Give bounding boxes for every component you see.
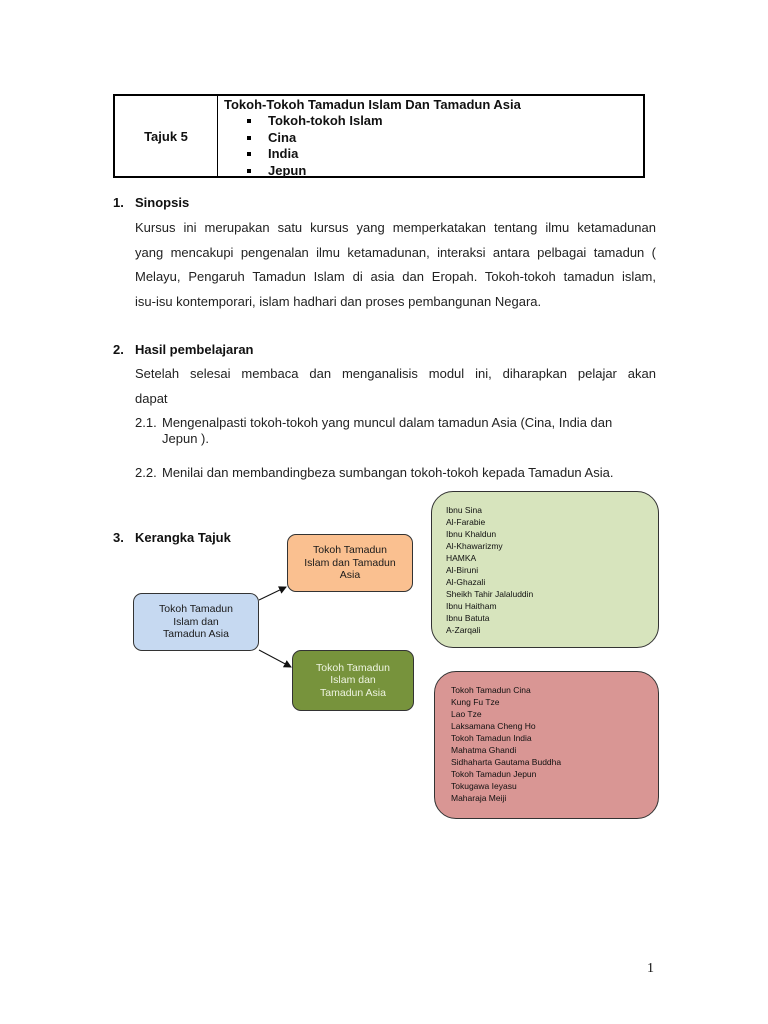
asia-figures-list <box>451 684 658 804</box>
outcome-number: 2.2. <box>135 465 157 480</box>
topic-bullet: Cina <box>224 130 644 147</box>
asia-figures-list-box <box>434 671 659 819</box>
list-item: Ibnu Khaldun <box>446 529 497 539</box>
paragraph-line: yang mencakupi pengenalan ilmu ketamadunan, interaksi antara pelbagai tamadun ( <box>135 244 656 260</box>
list-item: Kung Fu Tze <box>451 697 500 707</box>
diagram-islam-node <box>287 534 413 592</box>
list-item: Sheikh Tahir Jalaluddin <box>446 589 534 599</box>
paragraph-line: isu-isu kontemporari, islam hadhari dan proses pembangunan Negara. <box>135 293 542 309</box>
list-item: Al-Khawarizmy <box>446 541 503 551</box>
islam-figures-list-box <box>431 491 659 648</box>
list-item: Mahatma Ghandi <box>451 745 517 755</box>
topic-bullet: Jepun <box>224 163 644 180</box>
list-item: Tokugawa Ieyasu <box>451 781 517 791</box>
section-title: Sinopsis <box>135 195 190 210</box>
diagram-center-node <box>133 593 259 651</box>
list-item: Al-Biruni <box>446 565 479 575</box>
section-title: Kerangka Tajuk <box>135 530 231 545</box>
list-item: Tokoh Tamadun Jepun <box>451 769 537 779</box>
section-number: 3. <box>113 530 124 545</box>
list-item: A-Zarqali <box>446 625 481 635</box>
section-title: Hasil pembelajaran <box>135 342 254 357</box>
list-item: Laksamana Cheng Ho <box>451 721 536 731</box>
node-label: Tokoh Tamadun Islam dan Tamadun Asia <box>304 544 396 582</box>
topic-bullet: India <box>224 146 644 163</box>
islam-figures-list <box>446 504 658 636</box>
arrow-to-orange-box <box>259 587 286 600</box>
list-item: Sidhaharta Gautama Buddha <box>451 757 562 767</box>
arrow-to-green-box <box>259 650 291 667</box>
diagram-asia-node <box>292 650 414 711</box>
node-label: Tokoh Tamadun Islam dan Tamadun Asia <box>159 603 233 641</box>
list-item: Al-Ghazali <box>446 577 486 587</box>
list-item: Ibnu Sina <box>446 505 482 515</box>
outcome-text: Menilai dan membandingbeza sumbangan tokoh-tokoh kepada Tamadun Asia. <box>162 465 614 480</box>
section-number: 1. <box>113 195 124 210</box>
page-number: 1 <box>647 961 654 976</box>
paragraph-line: dapat <box>135 390 168 406</box>
outcome-text: Mengenalpasti tokoh-tokoh yang muncul dalam tamadun Asia (Cina, India dan <box>162 415 613 430</box>
topic-label: Tajuk 5 <box>144 128 188 144</box>
list-item: Ibnu Haitham <box>446 601 497 611</box>
list-item: Tokoh Tamadun Cina <box>451 685 531 695</box>
list-item: Al-Farabie <box>446 517 486 527</box>
paragraph-line: Melayu, Pengaruh Tamadun Islam di asia dan Eropah. Tokoh-tokoh tamadun islam, <box>135 269 656 284</box>
paragraph-line: Kursus ini merupakan satu kursus yang memperkatakan tentang ilmu ketamadunan <box>135 220 656 235</box>
list-item: Maharaja Meiji <box>451 793 507 803</box>
node-label: Tokoh Tamadun Islam dan Tamadun Asia <box>316 661 390 699</box>
list-item: Tokoh Tamadun India <box>451 733 532 743</box>
outcome-number: 2.1. <box>135 415 157 430</box>
outcome-text-continued: Jepun ). <box>162 431 209 446</box>
list-item: HAMKA <box>446 553 477 563</box>
topic-title: Tokoh-Tokoh Tamadun Islam Dan Tamadun Asia <box>224 97 521 112</box>
list-item: Ibnu Batuta <box>446 613 490 623</box>
paragraph-line: Setelah selesai membaca dan menganalisis modul ini, diharapkan pelajar akan <box>135 366 656 381</box>
section-number: 2. <box>113 342 124 357</box>
list-item: Lao Tze <box>451 709 482 719</box>
topic-bullet: Tokoh-tokoh Islam <box>224 113 644 130</box>
